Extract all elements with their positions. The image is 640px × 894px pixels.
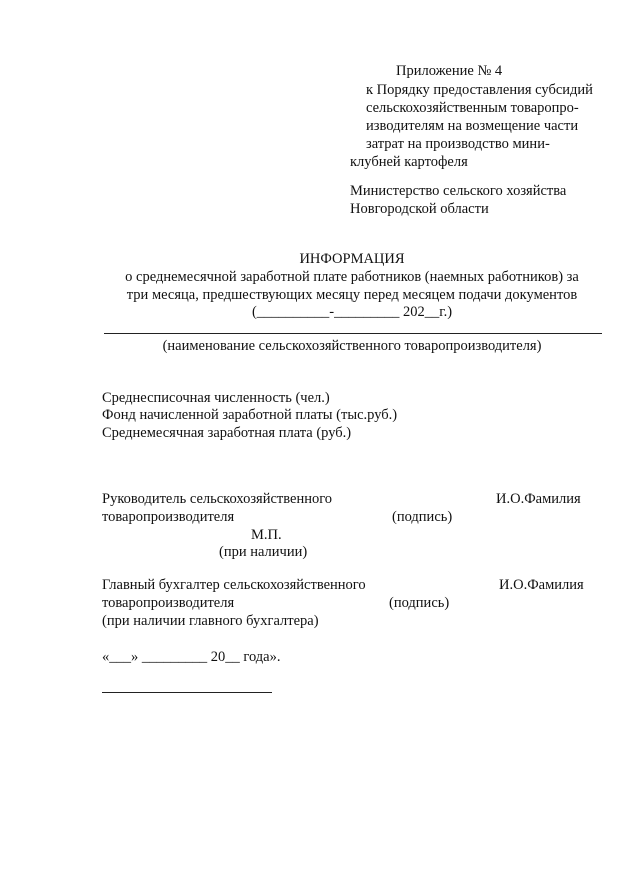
reporting-period: (__________-_________ 202__г.) xyxy=(251,304,453,320)
appendix-line: изводителям на возмещение части xyxy=(366,118,579,134)
indicator-headcount: Среднесписочная численность (чел.) xyxy=(102,390,330,406)
appendix-line: сельскохозяйственным товаропро- xyxy=(366,100,579,116)
addressee-line: Новгородской области xyxy=(350,201,489,217)
producer-name-line xyxy=(104,333,602,334)
appendix-line: затрат на производство мини- xyxy=(366,136,550,152)
indicator-payroll-fund: Фонд начисленной заработной платы (тыс.руб.) xyxy=(102,407,398,423)
producer-name-caption: (наименование сельскохозяйственного товаропроизводителя) xyxy=(162,338,542,354)
stamp-label: М.П. xyxy=(251,527,282,543)
accountant-title-line: товаропроизводителя xyxy=(102,595,235,611)
head-full-name: И.О.Фамилия xyxy=(496,491,581,507)
head-title-line: Руководитель сельскохозяйственного xyxy=(102,491,333,507)
document-subtitle-line: три месяца, предшествующих месяцу перед месяцем подачи документов xyxy=(126,287,578,303)
date-line: «___» _________ 20__ года». xyxy=(102,649,281,665)
footnote-rule xyxy=(102,692,272,693)
appendix-number: Приложение № 4 xyxy=(396,63,503,79)
document-subtitle-line: о среднемесячной заработной плате работников (наемных работников) за xyxy=(125,269,579,285)
stamp-note: (при наличии) xyxy=(219,544,308,560)
document-title: ИНФОРМАЦИЯ xyxy=(299,251,405,267)
head-signature-caption: (подпись) xyxy=(392,509,453,525)
accountant-note: (при наличии главного бухгалтера) xyxy=(102,613,319,629)
accountant-title-line: Главный бухгалтер сельскохозяйственного xyxy=(102,577,366,593)
head-title-line: товаропроизводителя xyxy=(102,509,235,525)
accountant-signature-caption: (подпись) xyxy=(389,595,450,611)
appendix-line: клубней картофеля xyxy=(350,154,468,170)
appendix-line: к Порядку предоставления субсидий xyxy=(366,82,593,98)
addressee-line: Министерство сельского хозяйства xyxy=(350,183,567,199)
indicator-average-salary: Среднемесячная заработная плата (руб.) xyxy=(102,425,352,441)
accountant-full-name: И.О.Фамилия xyxy=(499,577,584,593)
